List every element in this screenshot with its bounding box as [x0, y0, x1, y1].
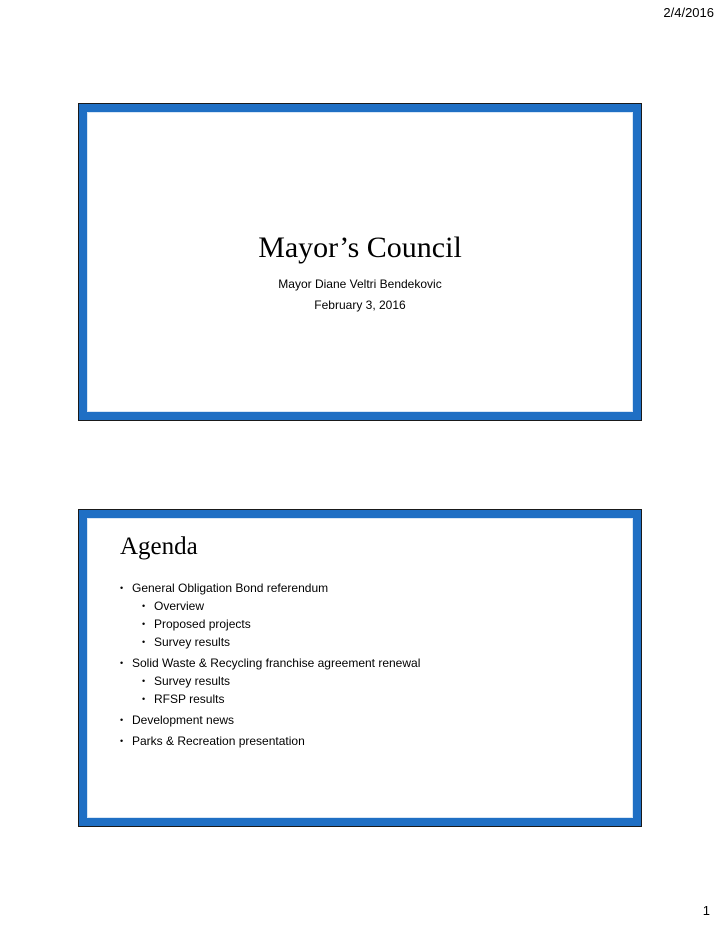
slide-2-frame — [78, 509, 642, 827]
bullet-icon: • — [142, 601, 146, 611]
slide-1-frame — [78, 103, 642, 421]
bullet-icon: • — [142, 676, 146, 686]
slide-2-content — [87, 518, 633, 818]
bullet-icon: • — [142, 637, 146, 647]
agenda-item-label: General Obligation Bond referendum — [132, 581, 329, 595]
agenda-sub-item — [142, 597, 612, 615]
page-date: 2/4/2016 — [663, 5, 714, 20]
agenda-item-label: Solid Waste & Recycling franchise agreement renewal — [132, 656, 421, 670]
agenda-sub-item — [142, 615, 612, 633]
agenda-sub-item — [142, 672, 612, 690]
agenda-sub-item-label: Survey results — [154, 674, 231, 688]
bullet-icon: • — [120, 658, 124, 668]
bullet-icon: • — [120, 736, 124, 746]
page-number: 1 — [702, 903, 710, 918]
agenda-sub-list — [132, 672, 612, 708]
agenda-sub-list — [132, 597, 612, 651]
agenda-item-label: Parks & Recreation presentation — [132, 734, 305, 748]
agenda-item — [120, 711, 612, 729]
slide-1-title: Mayor’s Council — [258, 231, 462, 264]
agenda-sub-item-label: Survey results — [154, 635, 231, 649]
agenda-sub-item — [142, 633, 612, 651]
agenda-item-label: Development news — [132, 713, 235, 727]
bullet-icon: • — [142, 694, 146, 704]
slide-1-content — [87, 112, 633, 412]
agenda-item — [120, 579, 612, 651]
bullet-icon: • — [120, 715, 124, 725]
agenda-sub-item-label: Proposed projects — [154, 617, 251, 631]
slide-2-title: Agenda — [120, 533, 198, 560]
agenda-sub-item-label: RFSP results — [154, 692, 225, 706]
agenda-item — [120, 732, 612, 750]
bullet-icon: • — [120, 583, 124, 593]
agenda-sub-item — [142, 690, 612, 708]
agenda-list — [120, 579, 612, 753]
bullet-icon: • — [142, 619, 146, 629]
agenda-item — [120, 654, 612, 708]
slide-1-date: February 3, 2016 — [314, 298, 406, 312]
slide-1-presenter: Mayor Diane Veltri Bendekovic — [278, 277, 442, 291]
agenda-sub-item-label: Overview — [154, 599, 205, 613]
